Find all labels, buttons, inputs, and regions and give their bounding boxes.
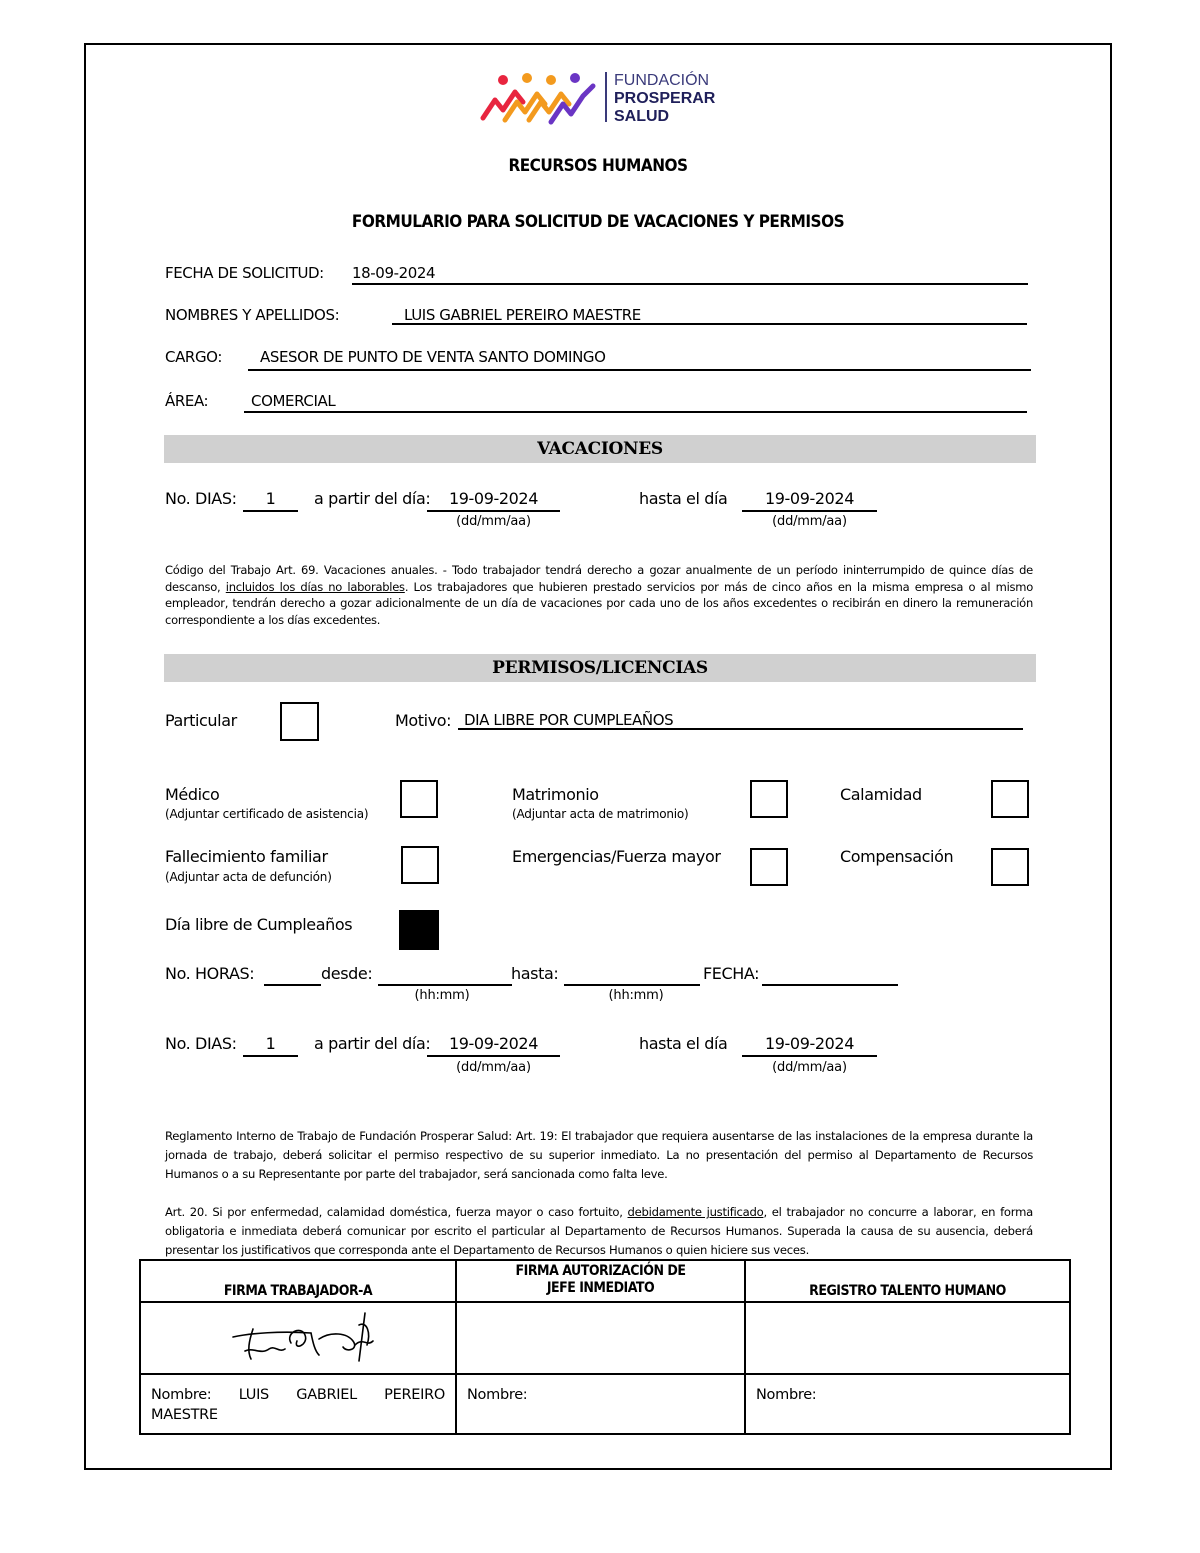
vac-desde-format: (dd/mm/aa) (456, 514, 531, 529)
horas-desde-format: (hh:mm) (414, 988, 470, 1003)
perm-desde-value: 19-09-2024 (449, 1034, 538, 1053)
perm-hasta-field[interactable] (742, 1034, 877, 1057)
sig-header-1: FIRMA TRABAJADOR-A (223, 1283, 373, 1299)
perm-hasta-format: (dd/mm/aa) (772, 1060, 847, 1075)
horas-hasta-label: hasta: (511, 964, 559, 983)
sig-name-registro (745, 1374, 1070, 1434)
reglamento-art19: Reglamento Interno de Trabajo de Fundación Prosperar Salud: Art. 19: El trabajador que requiera ausentarse de las instalaciones de la empresa durante la jornada de trabajo, deberá solicitar el permiso respectivo de su superior inmediato. La no presentación del permiso al Departamento de Recursos Humanos o a su Representante por parte del trabajador, será sancionada como falta leve. (165, 1129, 1033, 1181)
signature-table (139, 1259, 1071, 1435)
sig-header-3: REGISTRO TALENTO HUMANO (809, 1283, 1006, 1299)
nombre-registro: Nombre: (756, 1387, 817, 1403)
cargo-label: CARGO: (165, 348, 222, 366)
legal-part-a: Código del Trabajo Art. 69. Vacaciones anuales. - Todo trabajador tendrá derecho a gozar anualmente de un período ininterrumpido de quince días de descanso, (165, 563, 1033, 594)
matrimonio-checkbox[interactable] (750, 780, 788, 818)
brand-name (614, 72, 715, 126)
sig-header-2b: JEFE INMEDIATO (546, 1280, 655, 1296)
horas-hasta-format: (hh:mm) (608, 988, 664, 1003)
fecha-field[interactable] (352, 264, 1028, 285)
perm-dias-value: 1 (265, 1034, 276, 1053)
codigo-trabajo-text (165, 562, 1033, 628)
brand-line-3: SALUD (614, 108, 670, 125)
medico-note: (Adjuntar certificado de asistencia) (165, 807, 369, 821)
legal-part-b: . Los trabajadores que hubieren prestado servicios por más de cinco años en la misma empresa o al mismo empleador, tendrán derecho a gozar adicionalmente de un día de vacaciones por cada uno de los años excedentes o recibirán en dinero la remuneración correspondiente a los días excedentes. (165, 579, 1033, 627)
fecha-label: FECHA DE SOLICITUD: (165, 264, 324, 282)
fallecimiento-checkbox[interactable] (401, 846, 439, 884)
area-field[interactable] (244, 392, 1027, 413)
matrimonio-label: Matrimonio (512, 785, 599, 804)
cargo-field[interactable] (248, 348, 1031, 371)
emergencias-checkbox[interactable] (750, 848, 788, 886)
horas-desde-field[interactable] (378, 964, 512, 986)
motivo-value: DIA LIBRE POR CUMPLEAÑOS (464, 711, 674, 729)
particular-checkbox[interactable] (280, 702, 319, 741)
motivo-field[interactable] (458, 711, 1023, 730)
horas-field[interactable] (264, 964, 321, 986)
motivo-label: Motivo: (395, 711, 452, 730)
vac-dias-field[interactable] (243, 489, 298, 512)
calamidad-checkbox[interactable] (991, 780, 1029, 818)
emergencias-label: Emergencias/Fuerza mayor (512, 847, 721, 866)
horas-hasta-field[interactable] (564, 964, 700, 986)
vac-desde-field[interactable] (427, 489, 560, 512)
handwritten-signature-icon (141, 1303, 455, 1369)
vac-hasta-format: (dd/mm/aa) (772, 514, 847, 529)
nombres-field[interactable] (392, 306, 1027, 325)
vac-hasta-label: hasta el día (639, 489, 728, 508)
vac-desde-label: a partir del día: (314, 489, 431, 508)
area-label: ÁREA: (165, 392, 209, 410)
reglamento-art20 (165, 1203, 1033, 1260)
compensacion-checkbox[interactable] (991, 848, 1029, 886)
perm-desde-label: a partir del día: (314, 1034, 431, 1053)
sig-cell-trabajador[interactable] (140, 1302, 456, 1374)
cargo-value: ASESOR DE PUNTO DE VENTA SANTO DOMINGO (260, 348, 606, 366)
vacaciones-title: VACACIONES (537, 439, 663, 459)
sig-name-jefe (456, 1374, 745, 1434)
sig-header-trabajador (140, 1260, 456, 1302)
particular-label: Particular (165, 711, 237, 730)
nombre-trabajador: Nombre: LUIS GABRIEL PEREIRO MAESTRE (151, 1387, 445, 1423)
fallecimiento-label: Fallecimiento familiar (165, 847, 328, 866)
sig-header-2a: FIRMA AUTORIZACIÓN DE (515, 1263, 686, 1279)
fallecimiento-note: (Adjuntar acta de defunción) (165, 870, 332, 884)
perm-hasta-label: hasta el día (639, 1034, 728, 1053)
sig-header-jefe (456, 1260, 745, 1302)
perm-dias-label: No. DIAS: (165, 1034, 237, 1053)
sig-name-trabajador (140, 1374, 456, 1434)
perm-hasta-value: 19-09-2024 (765, 1034, 854, 1053)
vac-hasta-value: 19-09-2024 (765, 489, 854, 508)
compensacion-label: Compensación (840, 847, 954, 866)
brand-line-2: PROSPERAR (614, 90, 716, 107)
art20-part-b: , el trabajador no concurre a laborar, en forma obligatoria e inmediata deberá comunicar por escrito el particular al Departamento de Recursos Humanos. Superada la causa de su ausencia, deberá presentar los justificativos que corresponda ante el Departamento de Recursos Humanos o quien hiciere sus veces. (165, 1205, 1033, 1257)
horas-label: No. HORAS: (165, 964, 255, 983)
medico-checkbox[interactable] (400, 780, 438, 818)
perm-desde-field[interactable] (427, 1034, 560, 1057)
cumple-label: Día libre de Cumpleaños (165, 915, 353, 934)
horas-fecha-label: FECHA: (703, 964, 760, 983)
nombres-label: NOMBRES Y APELLIDOS: (165, 306, 340, 324)
sig-cell-jefe[interactable] (456, 1302, 745, 1374)
fecha-value: 18-09-2024 (352, 264, 436, 282)
calamidad-label: Calamidad (840, 785, 922, 804)
perm-desde-format: (dd/mm/aa) (456, 1060, 531, 1075)
department-title: RECURSOS HUMANOS (508, 156, 688, 176)
art20-part-a: Art. 20. Si por enfermedad, calamidad doméstica, fuerza mayor o caso fortuito, (165, 1205, 628, 1219)
vac-dias-value: 1 (265, 489, 276, 508)
vac-hasta-field[interactable] (742, 489, 877, 512)
vac-dias-label: No. DIAS: (165, 489, 237, 508)
medico-label: Médico (165, 785, 220, 804)
legal-underlined: incluidos los días no laborables (225, 579, 405, 594)
logo-divider (605, 72, 607, 122)
runners-logo-icon (477, 70, 602, 126)
area-value: COMERCIAL (251, 392, 336, 410)
matrimonio-note: (Adjuntar acta de matrimonio) (512, 807, 689, 821)
cumple-checkbox[interactable] (399, 910, 439, 950)
permisos-band (164, 654, 1036, 682)
brand-line-1: FUNDACIÓN (614, 72, 710, 89)
nombres-value: LUIS GABRIEL PEREIRO MAESTRE (404, 306, 641, 324)
perm-dias-field[interactable] (243, 1034, 298, 1057)
vacaciones-band (164, 435, 1036, 463)
permisos-title: PERMISOS/LICENCIAS (492, 658, 708, 678)
art20-underlined: debidamente justificado (627, 1205, 764, 1219)
horas-desde-label: desde: (321, 964, 373, 983)
form-title: FORMULARIO PARA SOLICITUD DE VACACIONES Y PERMISOS (351, 212, 845, 232)
sig-header-registro (745, 1260, 1070, 1302)
sig-cell-registro[interactable] (745, 1302, 1070, 1374)
vac-desde-value: 19-09-2024 (449, 489, 538, 508)
nombre-jefe: Nombre: (467, 1387, 528, 1403)
horas-fecha-field[interactable] (762, 964, 898, 986)
